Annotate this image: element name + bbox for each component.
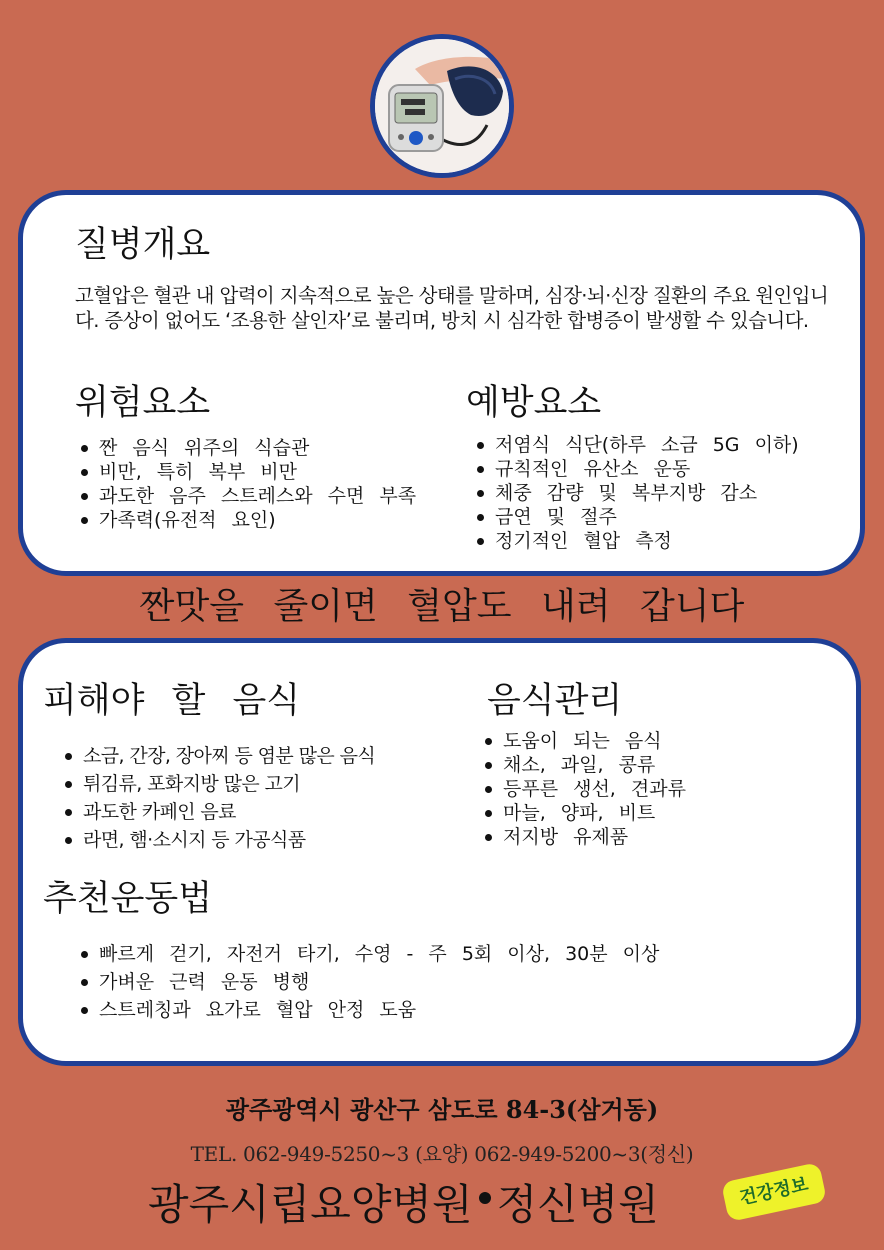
hospital-phone: TEL. 062-949-5250~3 (요양) 062-949-5200~3(정신) (190, 1142, 694, 1166)
list-item: 가벼운 근력 운동 병행 (77, 968, 659, 996)
list-item: 소금, 간장, 장아찌 등 염분 많은 음식 (61, 742, 375, 770)
overview-text: 고혈압은 혈관 내 압력이 지속적으로 높은 상태를 말하며, 심장·뇌·신장 질환의 주요 원인입니다. 증상이 없어도 ‘조용한 살인자’로 불리며, 방치 시 심각한 합병증이 발생할 수 있습니다. (75, 284, 829, 332)
risk-heading: 위험요소 (75, 383, 211, 423)
list-item: 저지방 유제품 (481, 825, 686, 849)
list-item: 짠 음식 위주의 식습관 (77, 436, 416, 460)
list-item: 튀김류, 포화지방 많은 고기 (61, 770, 375, 798)
exercise-heading: 추천운동법 (43, 879, 213, 919)
list-item: 체중 감량 및 복부지방 감소 (473, 481, 799, 505)
hospital-name-right: 정신병원 (496, 1180, 659, 1229)
overview-heading: 질병개요 (75, 225, 211, 265)
list-item: 스트레칭과 요가로 혈압 안정 도움 (77, 996, 659, 1024)
list-item: 라면, 햄·소시지 등 가공식품 (61, 826, 375, 854)
list-item: 채소, 과일, 콩류 (481, 753, 686, 777)
avoid-list (61, 742, 375, 854)
blood-pressure-monitor-icon (370, 34, 514, 178)
risk-list (77, 436, 416, 532)
blood-pressure-monitor-illustration (375, 39, 509, 173)
list-item: 저염식 식단(하루 소금 5G 이하) (473, 433, 799, 457)
hospital-name-left: 광주시립요양병원 (148, 1180, 473, 1229)
hospital-name (148, 1172, 659, 1232)
diet-list (481, 729, 686, 849)
disease-info-card (18, 190, 865, 576)
slogan: 짠맛을 줄이면 혈압도 내려 갑니다 (139, 586, 745, 627)
list-item: 규칙적인 유산소 운동 (473, 457, 799, 481)
list-item: 가족력(유전적 요인) (77, 508, 416, 532)
avoid-heading: 피해야 할 음식 (43, 681, 301, 721)
list-item: 금연 및 절주 (473, 505, 799, 529)
list-item: 빠르게 걷기, 자전거 타기, 수영 - 주 5회 이상, 30분 이상 (77, 940, 659, 968)
health-info-tag: 건강정보 (721, 1162, 827, 1222)
list-item: 비만, 특히 복부 비만 (77, 460, 416, 484)
prevention-list (473, 433, 799, 553)
bullet-dot-icon (479, 1192, 491, 1204)
diet-heading: 음식관리 (487, 681, 623, 721)
diet-exercise-card (18, 638, 861, 1066)
list-item: 과도한 카페인 음료 (61, 798, 375, 826)
list-item: 마늘, 양파, 비트 (481, 801, 686, 825)
list-item: 과도한 음주 스트레스와 수면 부족 (77, 484, 416, 508)
hospital-address: 광주광역시 광산구 삼도로 84-3(삼거동) (225, 1095, 659, 1124)
list-item: 도움이 되는 음식 (481, 729, 686, 753)
list-item: 정기적인 혈압 측정 (473, 529, 799, 553)
prevention-heading: 예방요소 (466, 383, 602, 423)
list-item: 등푸른 생선, 견과류 (481, 777, 686, 801)
exercise-list (77, 940, 659, 1024)
